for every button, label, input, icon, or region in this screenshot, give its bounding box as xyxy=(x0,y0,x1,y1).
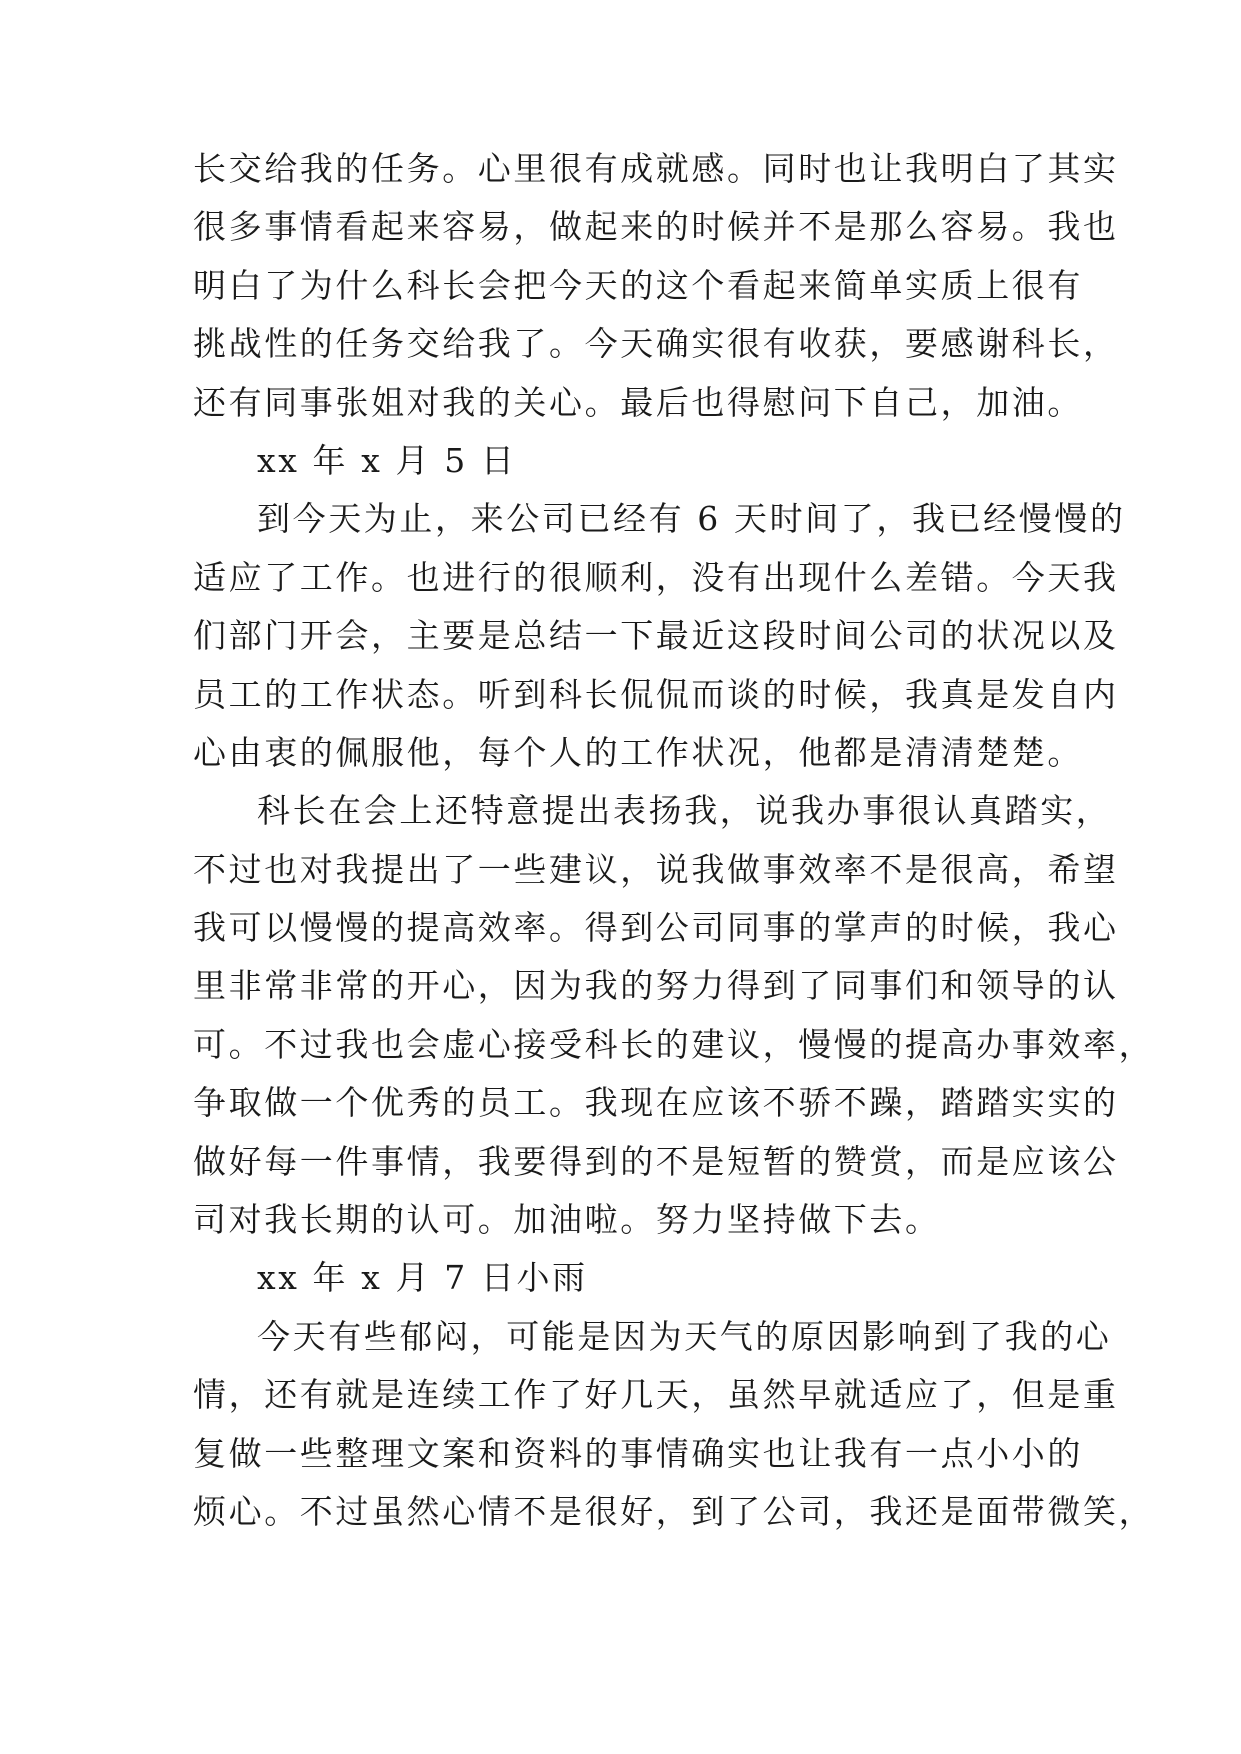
paragraph-line: 做好每一件事情，我要得到的不是短暂的赞赏，而是应该公 xyxy=(193,1141,1119,1181)
paragraph-line: 司对我长期的认可。加油啦。努力坚持做下去。 xyxy=(193,1200,941,1240)
paragraph-line: 可。不过我也会虚心接受科长的建议，慢慢的提高办事效率， xyxy=(193,1024,1155,1064)
document-body xyxy=(193,140,1155,1541)
paragraph-line: 心由衷的佩服他，每个人的工作状况，他都是清清楚楚。 xyxy=(193,732,1083,772)
paragraph-line: 很多事情看起来容易，做起来的时候并不是那么容易。我也 xyxy=(193,207,1119,247)
paragraph-line: 争取做一个优秀的员工。我现在应该不骄不躁，踏踏实实的 xyxy=(193,1083,1119,1123)
paragraph-line: 明白了为什么科长会把今天的这个看起来简单实质上很有 xyxy=(193,265,1083,305)
paragraph-line: 适应了工作。也进行的很顺利，没有出现什么差错。今天我 xyxy=(193,557,1119,597)
paragraph-line: 我可以慢慢的提高效率。得到公司同事的掌声的时候，我心 xyxy=(193,908,1119,948)
date-heading: xx 年 x 月 5 日 xyxy=(257,440,517,480)
paragraph-line: 还有同事张姐对我的关心。最后也得慰问下自己，加油。 xyxy=(193,382,1083,422)
paragraph-line: 烦心。不过虽然心情不是很好，到了公司，我还是面带微笑， xyxy=(193,1491,1155,1531)
paragraph-line: 到今天为止，来公司已经有 6 天时间了，我已经慢慢的 xyxy=(257,499,1126,539)
date-heading: xx 年 x 月 7 日小雨 xyxy=(257,1258,588,1298)
paragraph-line: 复做一些整理文案和资料的事情确实也让我有一点小小的 xyxy=(193,1433,1083,1473)
paragraph-line: 情，还有就是连续工作了好几天，虽然早就适应了，但是重 xyxy=(193,1375,1119,1415)
paragraph-line: 员工的工作状态。听到科长侃侃而谈的时候，我真是发自内 xyxy=(193,674,1119,714)
paragraph-line: 今天有些郁闷，可能是因为天气的原因影响到了我的心 xyxy=(257,1316,1112,1356)
paragraph-line: 挑战性的任务交给我了。今天确实很有收获，要感谢科长， xyxy=(193,324,1119,364)
paragraph-line: 不过也对我提出了一些建议，说我做事效率不是很高，希望 xyxy=(193,849,1119,889)
paragraph-line: 科长在会上还特意提出表扬我，说我办事很认真踏实， xyxy=(257,791,1112,831)
paragraph-line: 里非常非常的开心，因为我的努力得到了同事们和领导的认 xyxy=(193,966,1119,1006)
paragraph-line: 们部门开会，主要是总结一下最近这段时间公司的状况以及 xyxy=(193,616,1119,656)
paragraph-line: 长交给我的任务。心里很有成就感。同时也让我明白了其实 xyxy=(193,149,1119,188)
